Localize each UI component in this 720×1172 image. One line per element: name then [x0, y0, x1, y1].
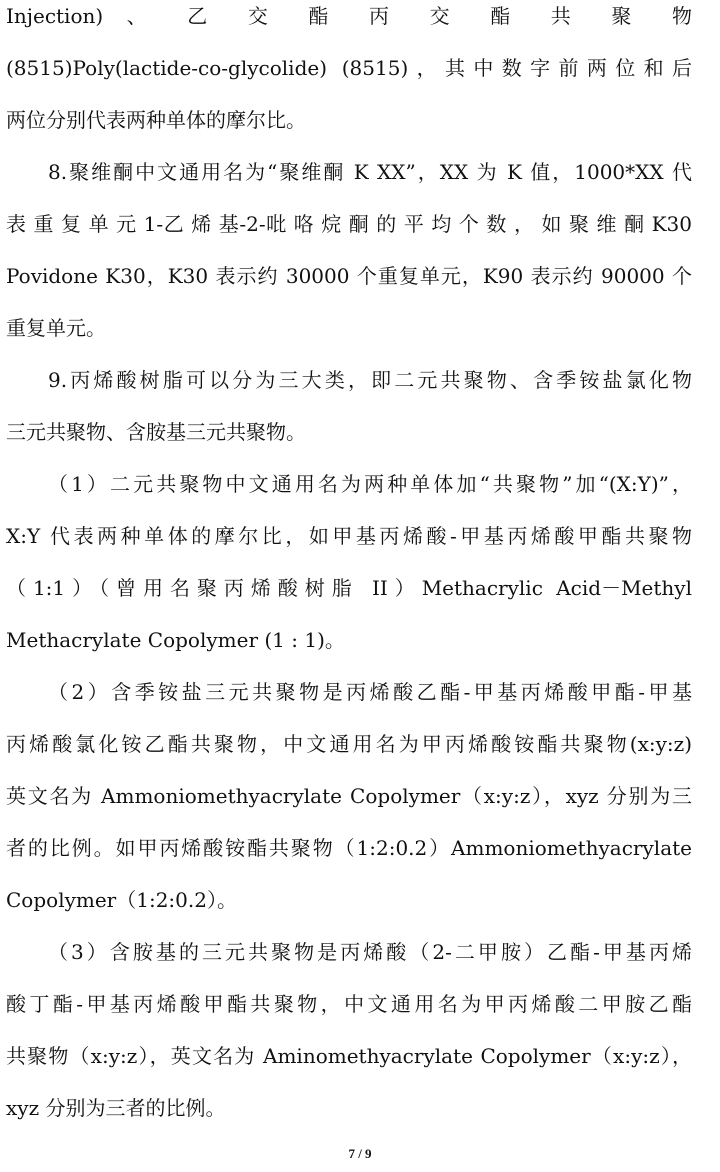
text-line: 英文名为 Ammoniomethyacrylate Copolymer（x:y:z），xyz 分别为三 — [6, 784, 692, 808]
text-line: （3）含胺基的三元共聚物是丙烯酸（2-二甲胺）乙酯-甲基丙烯 — [48, 940, 692, 964]
text-line: Injection) 、 乙 交 酯 丙 交 酯 共 聚 物 — [6, 4, 692, 28]
text-line: Methacrylate Copolymer (1 : 1)。 — [6, 628, 345, 652]
text-line: 丙烯酸氯化铵乙酯共聚物，中文通用名为甲丙烯酸铵酯共聚物(x:y:z) — [6, 732, 692, 756]
text-line: (8515)Poly(lactide-co-glycolide) (8515)，其中数字前两位和后 — [6, 56, 692, 80]
text-line: 8.聚维酮中文通用名为“聚维酮 K XX”，XX 为 K 值，1000*XX 代 — [48, 160, 692, 184]
text-line: 两位分别代表两种单体的摩尔比。 — [6, 108, 306, 132]
text-line: Povidone K30，K30 表示约 30000 个重复单元，K90 表示约 90000 个 — [6, 264, 692, 288]
page-number: 7 / 9 — [348, 1146, 372, 1161]
text-line: 者的比例。如甲丙烯酸铵酯共聚物（1:2:0.2）Ammoniomethyacrylate — [6, 836, 692, 860]
text-line: 9.丙烯酸树脂可以分为三大类，即二元共聚物、含季铵盐氯化物 — [48, 368, 692, 392]
text-line: 重复单元。 — [6, 316, 106, 340]
text-line: 三元共聚物、含胺基三元共聚物。 — [6, 420, 306, 444]
text-line: xyz 分别为三者的比例。 — [6, 1096, 226, 1120]
text-line: 酸丁酯-甲基丙烯酸甲酯共聚物，中文通用名为甲丙烯酸二甲胺乙酯 — [6, 992, 692, 1016]
text-line: （1:1）（曾用名聚丙烯酸树脂 II）Methacrylic Acid－Methyl — [6, 576, 692, 600]
text-line: 共聚物（x:y:z），英文名为 Aminomethyacrylate Copolymer（x:y:z）， — [6, 1044, 692, 1068]
text-line: X:Y 代表两种单体的摩尔比，如甲基丙烯酸-甲基丙烯酸甲酯共聚物 — [6, 524, 692, 548]
text-line: （2）含季铵盐三元共聚物是丙烯酸乙酯-甲基丙烯酸甲酯-甲基 — [48, 680, 692, 704]
text-line: Copolymer（1:2:0.2）。 — [6, 888, 237, 912]
text-line: 表 重 复 单 元 1-乙 烯 基-2-吡 咯 烷 酮 的 平 均 个 数 ， 如 聚 维 酮 K30 — [6, 212, 692, 236]
text-line: （1）二元共聚物中文通用名为两种单体加“共聚物”加“(X:Y)”， — [48, 472, 692, 496]
